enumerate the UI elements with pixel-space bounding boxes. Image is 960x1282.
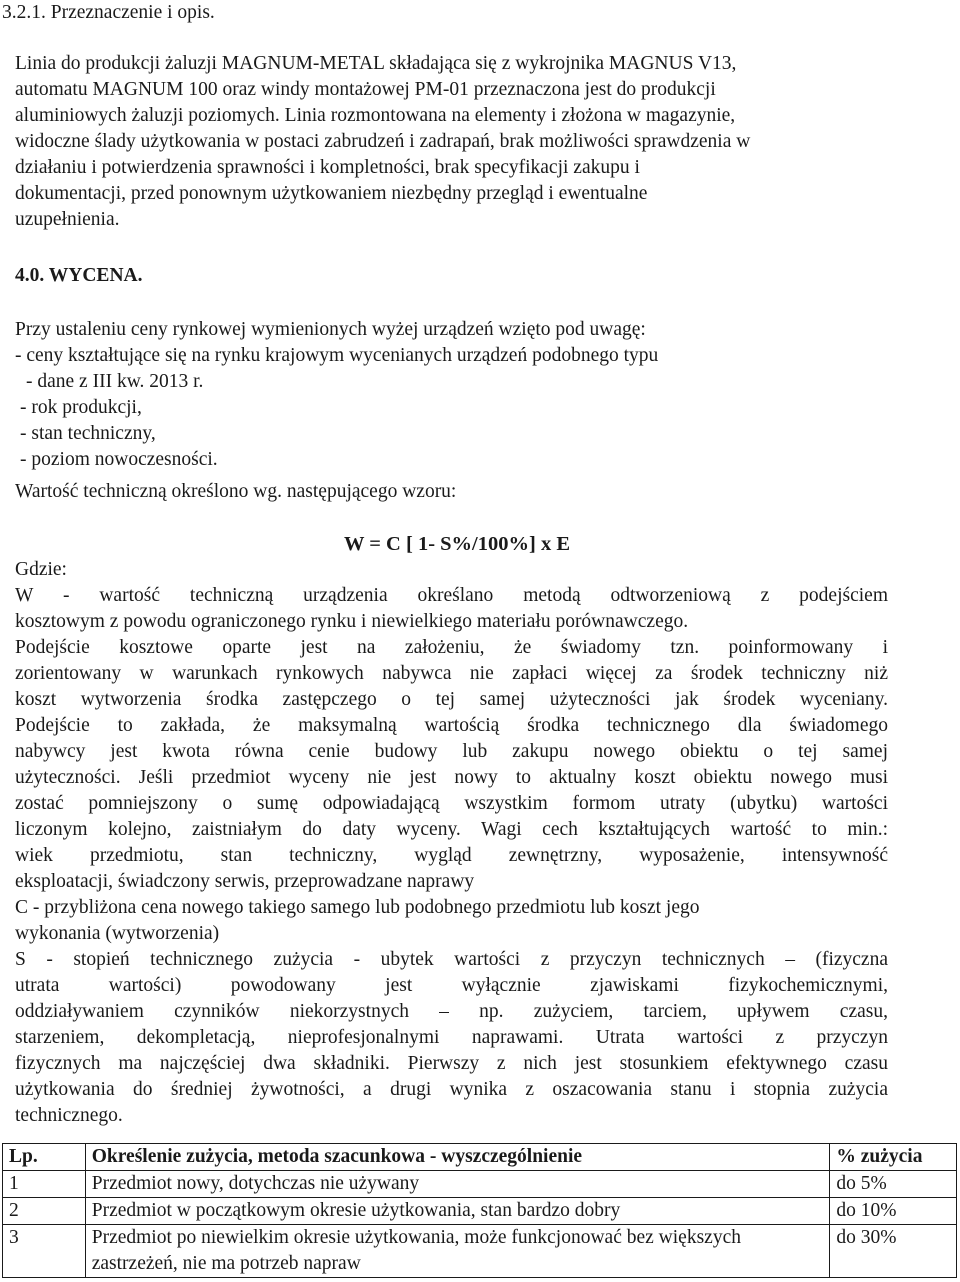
cell-lp: 2 bbox=[3, 1198, 86, 1225]
text-line: zorientowany w warunkach rynkowych nabywca nie zapłaci więcej za środek techniczny niż bbox=[15, 663, 888, 684]
text-line: W - wartość techniczną urządzenia określano metodą odtworzeniową z podejściem bbox=[15, 585, 888, 606]
text-line: Linia do produkcji żaluzji MAGNUM-METAL składająca się z wykrojnika MAGNUS V13, bbox=[15, 53, 737, 74]
where-label: Gdzie: bbox=[15, 559, 67, 580]
cell-wear-percent: do 30% bbox=[830, 1225, 957, 1278]
valuation-heading: 4.0. WYCENA. bbox=[15, 265, 143, 286]
text-line: eksploatacji, świadczony serwis, przeprowadzane naprawy bbox=[15, 871, 475, 892]
cell-lp: 3 bbox=[3, 1225, 86, 1278]
text-line: starzeniem, dekompletacją, nieprofesjonalnymi naprawami. Utrata wartości z przyczyn bbox=[15, 1027, 888, 1048]
table-header-row bbox=[3, 1144, 957, 1171]
method-line: Wartość techniczną określono wg. następującego wzoru: bbox=[15, 481, 457, 502]
criteria-item: - rok produkcji, bbox=[20, 397, 142, 418]
text-line: dokumentacji, przed ponownym użytkowaniem niezbędny przegląd i ewentualne bbox=[15, 183, 648, 204]
header-description: Określenie zużycia, metoda szacunkowa - wyszczególnienie bbox=[85, 1144, 830, 1171]
text-line: działaniu i potwierdzenia sprawności i kompletności, brak specyfikacji zakupu i bbox=[15, 157, 640, 178]
header-lp: Lp. bbox=[3, 1144, 86, 1171]
text-line: zostać pomniejszony o sumę odpowiadającą wszystkim formom utraty (ubytku) wartości bbox=[15, 793, 888, 814]
text-line: kosztowym z powodu ograniczonego rynku i niewielkiego materiału porównawczego. bbox=[15, 611, 689, 632]
text-line: koszt wytworzenia środka zastępczego o tej samej użyteczności jak środek wyceniany. bbox=[15, 689, 888, 710]
text-line: widoczne ślady użytkowania w postaci zabrudzeń i zadrapań, brak możliwości sprawdzenia w bbox=[15, 131, 751, 152]
criteria-intro: Przy ustaleniu ceny rynkowej wymienionych wyżej urządzeń wzięto pod uwagę: bbox=[15, 319, 646, 340]
text-line: wiek przedmiotu, stan techniczny, wygląd zewnętrzny, wyposażenie, intensywność bbox=[15, 845, 888, 866]
text-line: uzupełnienia. bbox=[15, 209, 120, 230]
wear-table bbox=[2, 1143, 957, 1278]
text-line: aluminiowych żaluzji poziomych. Linia rozmontowana na elementy i złożona w magazynie, bbox=[15, 105, 736, 126]
text-line: nabywcy jest kwota równa cenie budowy lub zakupu nowego obiektu o tej samej bbox=[15, 741, 888, 762]
table-row bbox=[3, 1198, 957, 1225]
criteria-item: - poziom nowoczesności. bbox=[20, 449, 218, 470]
text-line: oddziaływaniem czynników niekorzystnych – np. zużyciem, tarciem, upływem czasu, bbox=[15, 1001, 888, 1022]
text-line: Podejście to zakłada, że maksymalną wartością środka technicznego dla świadomego bbox=[15, 715, 888, 736]
cell-description: Przedmiot po niewielkim okresie użytkowania, może funkcjonować bez większych zastrzeżeń, nie ma potrzeb napraw bbox=[85, 1225, 830, 1278]
text-line: S - stopień technicznego zużycia - ubytek wartości z przyczyn technicznych – (fizyczna bbox=[15, 949, 888, 970]
cell-wear-percent: do 5% bbox=[830, 1171, 957, 1198]
text-line: Podejście kosztowe oparte jest na założeniu, że świadomy tzn. poinformowany i bbox=[15, 637, 888, 658]
text-line: utrata wartości) powodowany jest wyłącznie zjawiskami fizykochemicznymi, bbox=[15, 975, 888, 996]
criteria-item: - dane z III kw. 2013 r. bbox=[26, 371, 204, 392]
text-line: automatu MAGNUM 100 oraz windy montażowej PM-01 przeznaczona jest do produkcji bbox=[15, 79, 716, 100]
text-line: fizycznych ma najczęściej dwa składniki. Pierwszy z nich jest stosunkiem efektywnego czasu bbox=[15, 1053, 888, 1074]
criteria-item: - stan techniczny, bbox=[20, 423, 156, 444]
text-line: technicznego. bbox=[15, 1105, 123, 1126]
text-line: C - przybliżona cena nowego takiego samego lub podobnego przedmiotu lub koszt jego bbox=[15, 897, 700, 918]
text-line: wykonania (wytworzenia) bbox=[15, 923, 220, 944]
text-line: użytkowania do średniej żywotności, a drugi wynika z oszacowania stanu i stopnia zużycia bbox=[15, 1079, 888, 1100]
cell-lp: 1 bbox=[3, 1171, 86, 1198]
text-line: liczonym kolejno, zaistniałym do daty wyceny. Wagi cech kształtujących wartość to min.: bbox=[15, 819, 888, 840]
cell-description: Przedmiot nowy, dotychczas nie używany bbox=[85, 1171, 830, 1198]
text-line: użyteczności. Jeśli przedmiot wyceny nie jest nowy to aktualny koszt obiektu nowego musi bbox=[15, 767, 888, 788]
formula: W = C [ 1- S%/100%] x E bbox=[344, 533, 570, 555]
table-row bbox=[3, 1225, 957, 1278]
cell-description: Przedmiot w początkowym okresie użytkowania, stan bardzo dobry bbox=[85, 1198, 830, 1225]
section-heading: 3.2.1. Przeznaczenie i opis. bbox=[2, 2, 215, 23]
table-row bbox=[3, 1171, 957, 1198]
criteria-item: - ceny kształtujące się na rynku krajowym wycenianych urządzeń podobnego typu bbox=[15, 345, 659, 366]
header-wear-percent: % zużycia bbox=[830, 1144, 957, 1171]
cell-wear-percent: do 10% bbox=[830, 1198, 957, 1225]
